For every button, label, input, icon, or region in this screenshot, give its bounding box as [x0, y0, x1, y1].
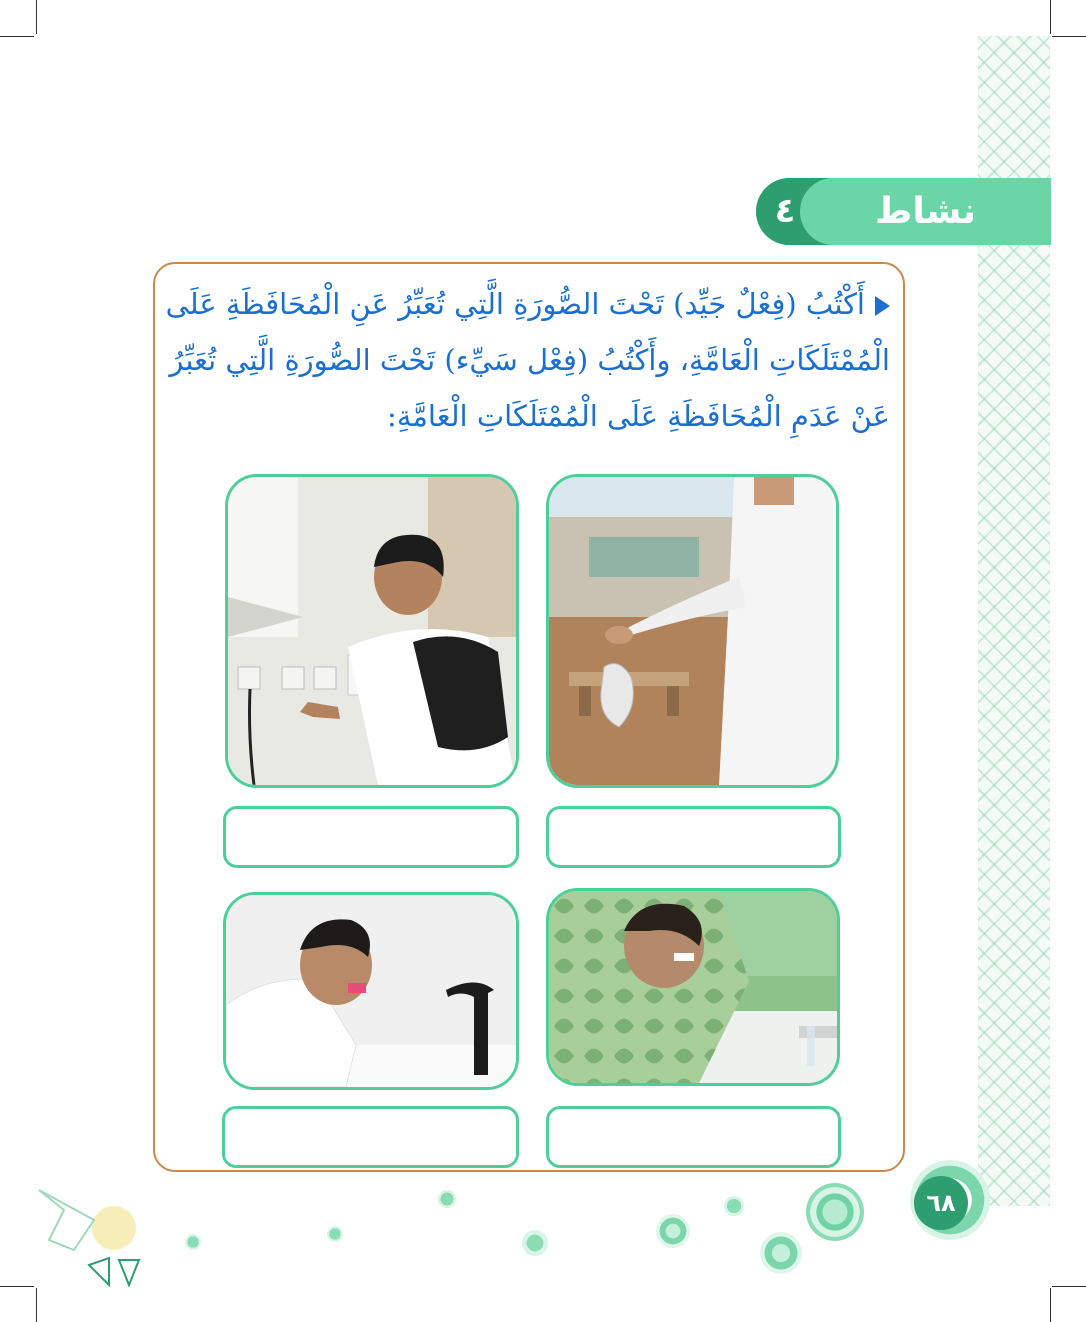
crop-mark — [0, 1286, 34, 1287]
crop-mark — [36, 1288, 37, 1322]
instructions — [165, 276, 890, 444]
decorative-rosette — [185, 1234, 201, 1250]
triangle-bullet-icon — [875, 296, 890, 316]
photo-boy-switching-off-light — [225, 474, 519, 788]
activity-title: نشاط — [800, 178, 1051, 245]
crop-mark — [36, 0, 37, 34]
decorative-rosette — [656, 1214, 690, 1248]
photo-boy-tap-running — [546, 888, 840, 1086]
crop-mark — [1052, 1286, 1086, 1287]
photo-boy-tap-running-illustration — [549, 891, 837, 1083]
photo-boy-switching-off-light-illustration — [228, 477, 516, 785]
photo-boy-throwing-paper-illustration — [549, 477, 836, 785]
answer-box[interactable] — [546, 806, 841, 868]
crop-mark — [1052, 36, 1086, 37]
photo-boy-tap-closed-illustration — [226, 895, 516, 1087]
crop-mark — [1050, 1288, 1051, 1322]
photo-boy-tap-closed — [223, 892, 519, 1090]
decorative-rosette — [522, 1230, 548, 1256]
decorative-rosette — [327, 1226, 343, 1242]
crop-mark — [1050, 0, 1051, 34]
answer-box[interactable] — [222, 1106, 519, 1168]
page-number: ٦٨ — [914, 1176, 968, 1230]
decorative-rosette — [806, 1183, 864, 1241]
decorative-rosette — [724, 1196, 744, 1216]
activity-number: ٤ — [774, 191, 796, 231]
answer-box[interactable] — [223, 806, 519, 868]
answer-box[interactable] — [546, 1106, 841, 1168]
decorative-corner-shapes — [34, 1180, 144, 1290]
decorative-rosette — [438, 1190, 456, 1208]
photo-boy-throwing-paper — [546, 474, 839, 788]
instructions-text: أَكْتُبُ (فِعْلٌ جَيِّد) تَحْتَ الصُّورَةِ الَّتِي تُعَبِّرُ عَنِ الْمُحَافَظَةِ عَلَى الْمُمْتَلَكَاتِ الْعَامَّةِ، وأَكْتُبُ (فِعْل سَيِّء) تَحْتَ الصُّورَةِ الَّتِي تُعَبِّرُ عَنْ عَدَمِ الْمُحَافَظَةِ عَلَى الْمُمْتَلَكَاتِ الْعَامَّةِ: — [165, 287, 890, 433]
crop-mark — [0, 36, 34, 37]
decorative-rosette — [760, 1232, 802, 1274]
